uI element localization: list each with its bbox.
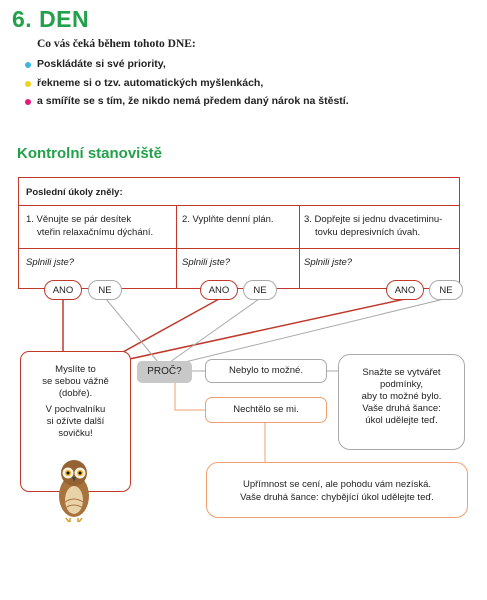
yes-box-line: sovičku! [58, 428, 93, 439]
answer-yes-3[interactable]: ANO [386, 280, 424, 300]
task-3-line1: 3. Dopřejte si jednu dvacetiminu- [304, 214, 443, 225]
yes-box-line: si ožívte další [46, 416, 105, 427]
yes-box-line: (dobře). [58, 388, 93, 399]
connector-yes3 [125, 299, 405, 360]
answer-no-3[interactable]: NE [429, 280, 463, 300]
didnt-want-box: Nechtělo se mi. [205, 397, 327, 423]
question-2: Splnili jste? [182, 257, 231, 268]
task-1-line1: 1. Věnujte se pár desítek [26, 214, 132, 225]
question-1: Splnili jste? [26, 257, 75, 268]
impossible-advice-box [338, 354, 465, 450]
section-title: Kontrolní stanoviště [17, 145, 163, 162]
table-header: Poslední úkoly zněly: [26, 187, 123, 198]
advice-line: úkol udělejte teď. [365, 415, 438, 426]
task-3-line2: tovku depresivních úvah. [315, 227, 421, 238]
page-title: 6. DEN [12, 6, 90, 32]
connector-why-didnt [175, 382, 205, 410]
advice-line: Snažte se vytvářet [362, 367, 441, 378]
yes-box-line: se sebou vážně [42, 376, 109, 387]
impossible-box: Nebylo to možné. [205, 359, 327, 383]
yes-box-line: V pochvalníku [45, 404, 106, 415]
owl-icon [53, 458, 95, 522]
answer-no-2[interactable]: NE [243, 280, 277, 300]
bullet-text: řekneme si o tzv. automatických myšlenkách, [37, 77, 264, 89]
why-box: PROČ? [137, 361, 192, 383]
advice-line: Vaše druhá šance: [362, 403, 441, 414]
answer-yes-2[interactable]: ANO [200, 280, 238, 300]
advice-line: Vaše druhá šance: chybějící úkol udělejte teď. [240, 492, 434, 503]
bullet-text: Poskládáte si své priority, [37, 58, 166, 70]
answer-yes-1[interactable]: ANO [44, 280, 82, 300]
advice-line: aby to možné bylo. [361, 391, 442, 402]
answer-no-1[interactable]: NE [88, 280, 122, 300]
didnt-want-advice-box [206, 462, 468, 518]
task-1-line2: vteřin relaxačnímu dýchání. [37, 227, 154, 238]
advice-line: podmínky, [379, 379, 424, 390]
advice-line: Upřímnost se cení, ale pohodu vám nezíská. [243, 479, 431, 490]
bullet-text: a smíříte se s tím, že nikdo nemá předem daný nárok na štěstí. [37, 95, 349, 107]
intro-lead: Co vás čeká během tohoto DNE: [37, 38, 196, 50]
connector-yes2 [123, 299, 219, 352]
question-3: Splnili jste? [304, 257, 353, 268]
yes-box-line: Myslíte to [55, 364, 96, 375]
task-2-line1: 2. Vyplňte denní plán. [182, 214, 274, 225]
connector-no2 [170, 299, 259, 362]
connector-no3 [185, 299, 444, 362]
